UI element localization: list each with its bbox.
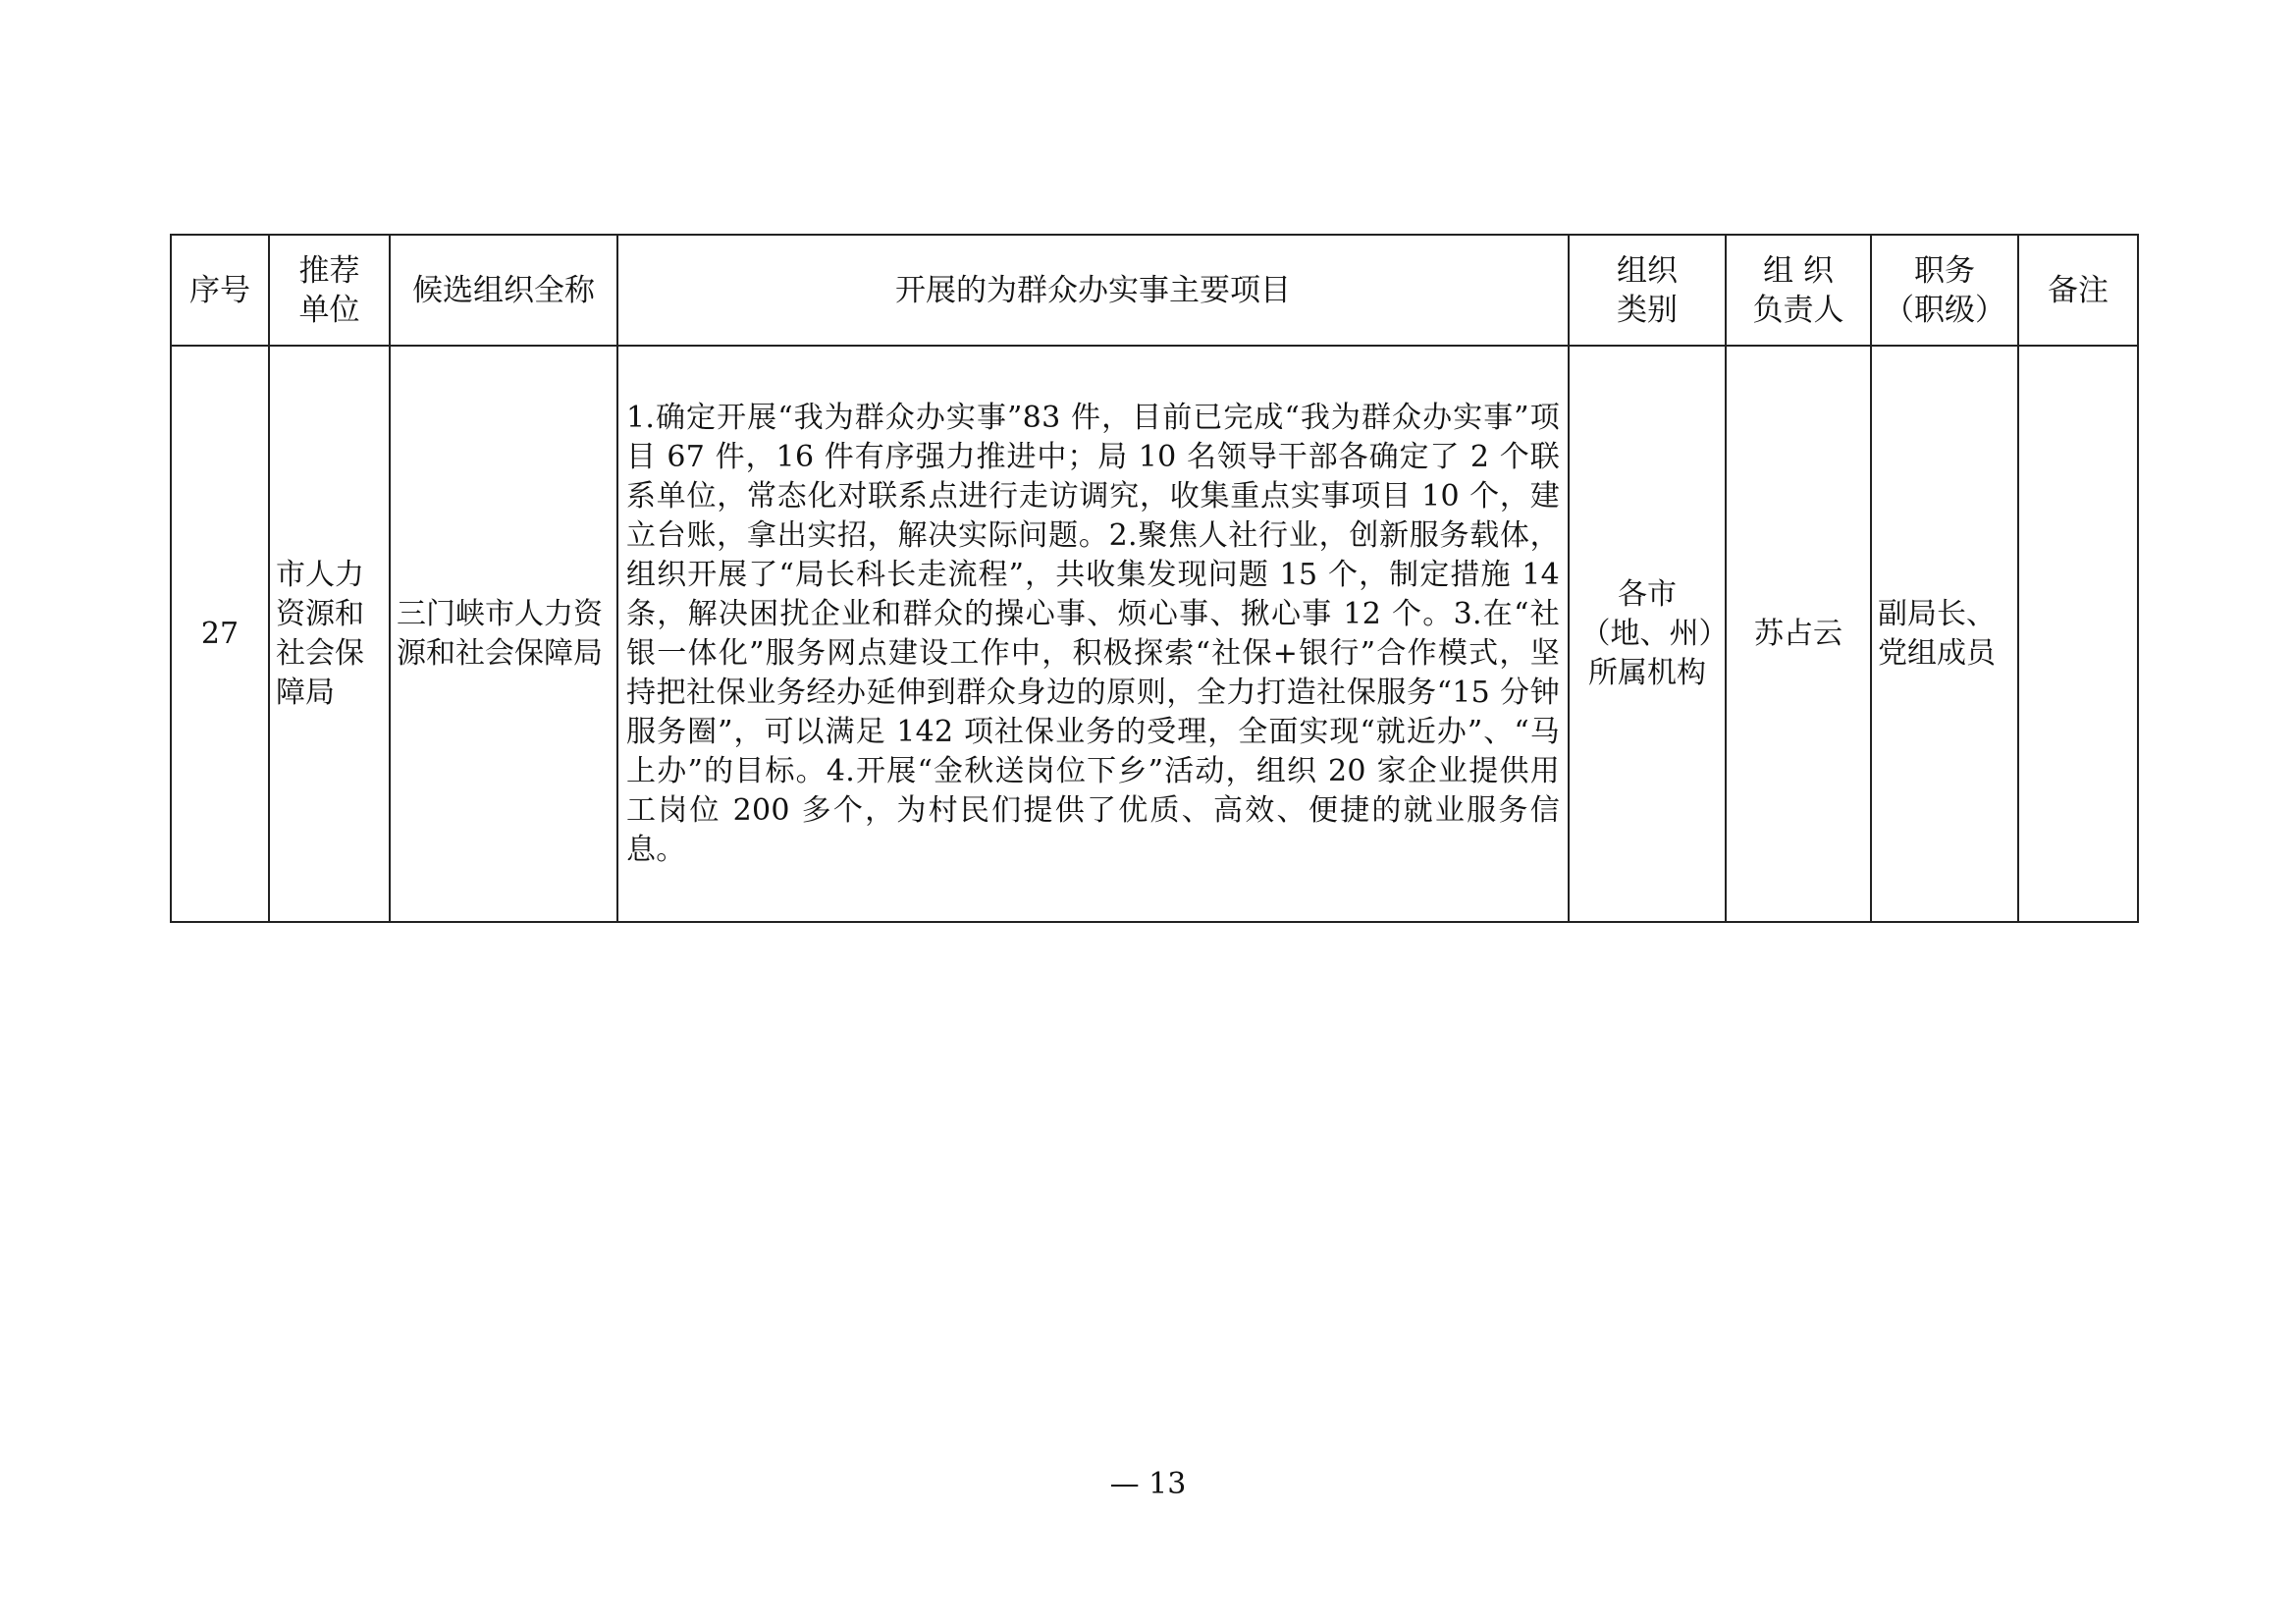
header-recommender [269, 235, 390, 346]
cell-candidate: 三门峡市人力资源和社会保障局 [390, 346, 617, 922]
cell-projects: 1.确定开展“我为群众办实事”83 件，目前已完成“我为群众办实事”项目 67 件，16 件有序强力推进中；局 10 名领导干部各确定了 2 个联系单位，常态化对联系点进行走访调究，收集重点实事项目 10 个，建立台账，拿出实招，解决实际问题。2.聚焦人社行业，创新服务载体，组织开展了“局长科长走流程”，共收集发现问题 15 个，制定措施 14 条，解决困扰企业和群众的操心事、烦心事、揪心事 12 个。3.在“社银一体化”服务网点建设工作中，积极探索“社保+银行”合作模式，坚持把社保业务经办延伸到群众身边的原则，全力打造社保服务“15 分钟服务圈”，可以满足 142 项社保业务的受理，全面实现“就近办”、“马上办”的目标。4.开展“金秋送岗位下乡”活动，组织 20 家企业提供用工岗位 200 多个，为村民们提供了优质、高效、便捷的就业服务信息。 [617, 346, 1569, 922]
header-leader-line1: 组 织 [1763, 252, 1834, 289]
header-candidate: 候选组织全称 [390, 235, 617, 346]
page-number: — 13 [1109, 1467, 1187, 1501]
candidate-table [170, 234, 2139, 923]
header-index: 序号 [171, 235, 269, 346]
header-leader [1726, 235, 1871, 346]
cell-position: 副局长、党组成员 [1871, 346, 2018, 922]
header-category-line2: 类别 [1617, 292, 1678, 328]
table-header-row [171, 235, 2138, 346]
header-remarks: 备注 [2018, 235, 2138, 346]
header-category-line1: 组织 [1617, 252, 1678, 289]
cell-recommender: 市人力资源和社会保障局 [269, 346, 390, 922]
header-recommender-line2: 单位 [298, 292, 360, 328]
header-position-line1: 职务 [1914, 252, 1975, 289]
cell-category: 各市（地、州）所属机构 [1569, 346, 1726, 922]
header-position [1871, 235, 2018, 346]
header-projects: 开展的为群众办实事主要项目 [617, 235, 1569, 346]
cell-leader: 苏占云 [1726, 346, 1871, 922]
header-recommender-line1: 推荐 [298, 252, 360, 289]
table-row [171, 346, 2138, 922]
header-position-line2: （职级） [1884, 292, 2005, 328]
cell-index: 27 [171, 346, 269, 922]
cell-remarks [2018, 346, 2138, 922]
header-category [1569, 235, 1726, 346]
header-leader-line2: 负责人 [1752, 292, 1844, 328]
